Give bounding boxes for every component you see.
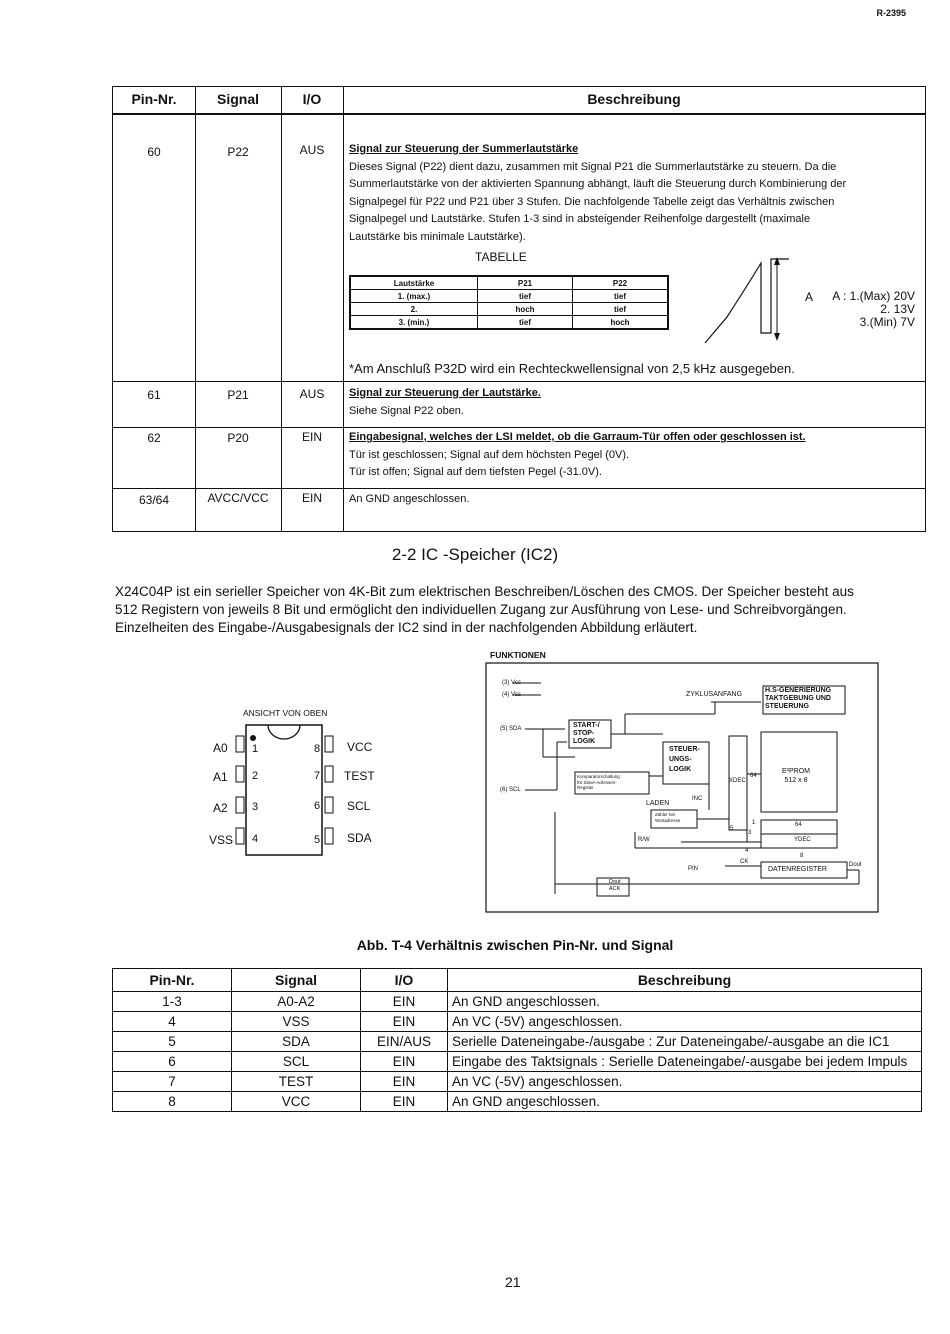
document-code: R-2395 — [876, 8, 906, 18]
inner-cell: hoch — [573, 316, 668, 329]
block-zaehler-box — [655, 812, 680, 823]
block-64b-label: 64 — [795, 822, 802, 828]
header-pin: Pin-Nr. — [131, 91, 177, 107]
block-inc-label: INC — [692, 796, 703, 802]
block-3-label: 3 — [748, 830, 752, 836]
row60-line: Summerlautstärke von der aktivierten Spannung abhängt, läuft die Steuerung durch Kombinierung der — [349, 178, 847, 190]
row63-signal: AVCC/VCC — [207, 491, 269, 505]
row60-line: Signalpegel für P22 und P21 über 3 Stufen. Die nachfolgende Tabelle zeigt das Verhältnis zwischen — [349, 195, 835, 208]
cell: 5 — [113, 1032, 232, 1052]
zaehler-line: Wortadresse — [655, 817, 681, 823]
block-sda-label: (5) SDA — [500, 726, 522, 732]
steuer-line: LOGIK — [669, 766, 692, 773]
inner-cell: 1. (max.) — [351, 290, 478, 303]
block-startstop-box — [573, 722, 600, 746]
paragraph-line: X24C04P ist ein serieller Speicher von 4K-Bit zum elektrischen Beschreiben/Löschen des CMOS. Der Speicher besteht aus — [115, 584, 854, 599]
block-komparator-box — [577, 774, 620, 791]
kompar-line: Komparatorschaltung — [577, 774, 620, 779]
steuer-line: STEUER- — [669, 746, 700, 753]
cell: EIN/AUS — [361, 1032, 448, 1052]
cell: EIN — [361, 992, 448, 1012]
block-zyklus-label: ZYKLUSANFANG — [686, 691, 743, 698]
row63-description — [349, 491, 915, 509]
steuer-line: UNGS- — [669, 756, 692, 763]
pin-signal-table-top — [112, 86, 926, 532]
block-laden-label: LADEN — [646, 800, 670, 807]
cell: A0-A2 — [232, 992, 361, 1012]
cell: An VC (-5V) angeschlossen. — [448, 1012, 922, 1032]
block-ck-label: CK — [740, 859, 749, 865]
block-steuer-box — [669, 745, 700, 775]
row62-pin: 62 — [147, 431, 161, 445]
block-scl-label: (6) SCL — [500, 787, 521, 793]
hs-line: TAKTGEBUNG UND — [765, 695, 831, 702]
block-vss-label: (4) Vss — [502, 692, 522, 698]
pin-1-number: 1 — [252, 743, 259, 755]
row62-io: EIN — [301, 430, 322, 444]
cell: An GND angeschlossen. — [448, 1092, 922, 1112]
row61-line: Siehe Signal P22 oben. — [349, 404, 464, 417]
row62-signal: P20 — [227, 431, 249, 445]
table-row — [113, 1052, 922, 1072]
block-hs-box — [765, 687, 831, 711]
cell: 4 — [113, 1012, 232, 1032]
intro-paragraph — [115, 583, 930, 637]
table-row — [113, 1012, 922, 1032]
block-64a-label: 64 — [750, 773, 757, 779]
row62-title: Eingabesignal, welches der LSI meldet, ob die Garraum-Tür offen oder geschlossen ist. — [349, 431, 806, 443]
pin-5-number: 5 — [314, 834, 321, 846]
cell: EIN — [361, 1052, 448, 1072]
waveform-diagram — [699, 253, 809, 349]
row61-io: AUS — [299, 387, 325, 401]
row63-pin: 63/64 — [138, 493, 170, 507]
table-row — [113, 992, 922, 1012]
pin-4-number: 4 — [252, 833, 259, 845]
eprom-line: E²PROM — [782, 768, 810, 775]
pin-sda-label: SDA — [347, 831, 372, 845]
block-xdec-label: XDEC — [729, 778, 746, 784]
inner-cell: 3. (min.) — [351, 316, 478, 329]
inner-header: P22 — [573, 277, 668, 290]
doutack-line: Dout — [609, 879, 621, 885]
row60-line: Lautstärke bis minimale Lautstärke). — [349, 230, 526, 243]
wave-label-a: A — [805, 290, 814, 304]
inner-cell: tief — [478, 316, 573, 329]
table-row — [113, 1072, 922, 1092]
table-header — [113, 87, 925, 115]
row60-line: Signalpegel und Lautstärke. Stufen 1-3 sind in absteigender Reihenfolge dargestellt (maximale — [349, 213, 811, 225]
startstop-line: LOGIK — [573, 738, 596, 745]
cell: Eingabe des Taktsignals : Serielle Dateneingabe/-ausgabe bei jedem Impuls — [448, 1052, 922, 1072]
paragraph-line: Einzelheiten des Eingabe-/Ausgabesignals der IC2 sind in der nachfolgenden Abbildung erläutert. — [115, 620, 698, 635]
cell: Serielle Dateneingabe-/ausgabe : Zur Dateneingabe/-ausgabe an die IC1 — [448, 1032, 922, 1052]
cell: 6 — [113, 1052, 232, 1072]
cell: SDA — [232, 1032, 361, 1052]
pin-7-number: 7 — [314, 770, 321, 782]
block-doutack-box — [609, 879, 621, 892]
row62-description — [349, 429, 915, 482]
table-row — [113, 1032, 922, 1052]
pin-2-number: 2 — [252, 770, 259, 782]
inner-cell: 2. — [351, 303, 478, 316]
voltage-line: A : 1.(Max) 20V — [832, 289, 915, 303]
block-pin-label: PIN — [688, 866, 699, 872]
doutack-line: ACK — [609, 885, 621, 892]
cell: An VC (-5V) angeschlossen. — [448, 1072, 922, 1092]
header-io: I/O — [361, 969, 448, 992]
header-io: I/O — [302, 91, 322, 107]
block-vcc-label: (3) Vcc — [502, 680, 522, 686]
pin-vss-label: VSS — [209, 833, 234, 847]
row61-description — [349, 385, 915, 420]
kompar-line: Register — [577, 785, 594, 790]
pin-a2-label: A2 — [213, 801, 228, 815]
pin-signal-table-ic2 — [112, 968, 922, 1112]
inner-header: Lautstärke — [351, 277, 478, 290]
row63-io: EIN — [301, 491, 322, 505]
block-dout-label: Dout — [849, 862, 862, 868]
cell: VSS — [232, 1012, 361, 1032]
voltage-line: 3.(Min) 7V — [859, 315, 915, 329]
block-diagram-title: FUNKTIONEN — [490, 650, 546, 660]
header-signal: Signal — [232, 969, 361, 992]
section-title: 2-2 IC -Speicher (IC2) — [391, 545, 559, 564]
row63-line: An GND angeschlossen. — [349, 493, 470, 505]
table-header-row — [113, 969, 922, 992]
tabelle-label: TABELLE — [475, 250, 527, 264]
cell: 8 — [113, 1092, 232, 1112]
chip-view-title: ANSICHT VON OBEN — [243, 708, 328, 718]
voltage-levels — [829, 290, 915, 329]
zaehler-line: Zähler bei — [655, 812, 676, 817]
cell: 1-3 — [113, 992, 232, 1012]
block-eprom-box — [782, 767, 810, 785]
cell: An GND angeschlossen. — [448, 992, 922, 1012]
page-number: 21 — [505, 1274, 521, 1290]
pin-a1-label: A1 — [213, 770, 228, 784]
pin-scl-label: SCL — [347, 799, 371, 813]
row61-signal: P21 — [227, 388, 249, 402]
block-rw-label: R/W — [638, 837, 650, 843]
block-ydec-label: YDEC — [794, 837, 811, 843]
pin-vcc-label: VCC — [347, 740, 373, 754]
row62-line: Tür ist offen; Signal auf dem tiefsten Pegel (-31.0V). — [349, 466, 602, 478]
row60-signal: P22 — [227, 145, 249, 159]
block-datenreg-label: DATENREGISTER — [768, 866, 827, 873]
startstop-line: START-/ — [573, 722, 600, 729]
pin-6-number: 6 — [314, 800, 321, 812]
row61-pin: 61 — [147, 388, 161, 402]
inner-cell: tief — [573, 303, 668, 316]
row60-line: Dieses Signal (P22) dient dazu, zusammen mit Signal P21 die Summerlautstärke zu steuern. Da die — [349, 160, 837, 173]
cell: EIN — [361, 1072, 448, 1092]
header-pin: Pin-Nr. — [113, 969, 232, 992]
figure-caption: Abb. T-4 Verhältnis zwischen Pin-Nr. und Signal — [356, 937, 674, 953]
row60-pin: 60 — [147, 145, 161, 159]
paragraph-line: 512 Registern von jeweils 8 Bit und ermöglicht den individuellen Zugang zur Ausführung von Lese- und Schreibvorgängen. — [115, 602, 847, 617]
header-signal: Signal — [216, 91, 259, 107]
header-description: Beschreibung — [448, 969, 922, 992]
cell: EIN — [361, 1092, 448, 1112]
cell: 7 — [113, 1072, 232, 1092]
cell: VCC — [232, 1092, 361, 1112]
volume-level-table — [349, 275, 669, 330]
pin-test-label: TEST — [344, 769, 375, 783]
row62-line: Tür ist geschlossen; Signal auf dem höchsten Pegel (0V). — [349, 448, 630, 461]
table-row — [113, 1092, 922, 1112]
voltage-line: 2. 13V — [880, 302, 915, 316]
cell: TEST — [232, 1072, 361, 1092]
block-1-label: 1 — [752, 820, 756, 826]
pin-3-number: 3 — [252, 801, 259, 813]
inner-cell: hoch — [478, 303, 573, 316]
block-5-label: 5 — [730, 826, 734, 832]
header-description: Beschreibung — [587, 91, 681, 107]
pin-8-number: 8 — [314, 743, 321, 755]
inner-cell: tief — [478, 290, 573, 303]
row60-io: AUS — [299, 143, 325, 157]
kompar-line: für Slave-Adressen- — [577, 779, 617, 785]
cell: SCL — [232, 1052, 361, 1072]
cell: EIN — [361, 1012, 448, 1032]
pin-a0-label: A0 — [213, 741, 228, 755]
eprom-line: 512 x 8 — [784, 777, 808, 784]
block-8-label: 8 — [800, 853, 804, 859]
inner-header: P21 — [478, 277, 573, 290]
inner-cell: tief — [573, 290, 668, 303]
footnote: *Am Anschluß P32D wird ein Rechteckwellensignal von 2,5 kHz ausgegeben. — [349, 361, 795, 376]
row61-title: Signal zur Steuerung der Lautstärke. — [349, 387, 541, 399]
startstop-line: STOP- — [573, 730, 595, 737]
row60-description — [349, 141, 915, 246]
row60-title: Signal zur Steuerung der Summerlautstärke — [349, 143, 579, 155]
block-4-label: 4 — [745, 848, 749, 854]
hs-line: H.S-GENERIERUNG — [765, 687, 832, 694]
hs-line: STEUERUNG — [765, 703, 809, 710]
